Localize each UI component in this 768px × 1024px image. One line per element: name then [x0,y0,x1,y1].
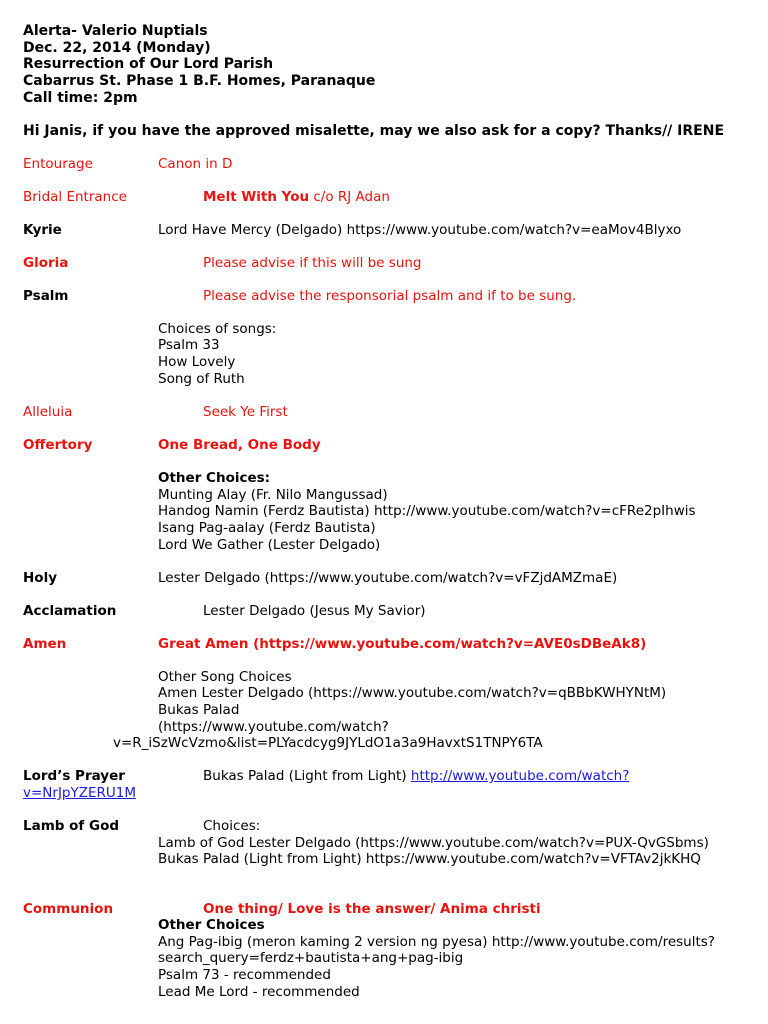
request-note: Hi Janis, if you have the approved misalette, may we also ask for a copy? Thanks// IRENE [23,123,725,139]
offertory-choice: Lord We Gather (Lester Delgado) [158,537,381,553]
entourage-song: Canon in D [158,156,233,172]
bridal-entrance-song: Melt With You [203,189,310,205]
psalm-choice: Song of Ruth [158,371,245,387]
communion-label: Communion [23,901,114,917]
header-parish: Resurrection of Our Lord Parish [23,56,274,72]
offertory-choice: Isang Pag-aalay (Ferdz Bautista) [158,520,376,536]
psalm-choice: Psalm 33 [158,337,220,353]
holy-song: Lester Delgado (https://www.youtube.com/watch?v=vFZjdAMZmaE) [158,570,618,586]
bridal-entrance-credit: c/o RJ Adan [313,189,390,205]
header-call-time: Call time: 2pm [23,90,138,106]
bridal-entrance-song-line [203,189,390,206]
gloria-note: Please advise if this will be sung [203,255,422,271]
lords-prayer-song: Bukas Palad (Light from Light) [203,768,407,784]
lamb-of-god-label: Lamb of God [23,818,120,834]
holy-label: Holy [23,570,58,586]
psalm-label: Psalm [23,288,69,304]
lords-prayer-link-cont-line [23,785,136,802]
lamb-of-god-choices-title: Choices: [203,818,261,834]
gloria-label: Gloria [23,255,69,271]
alleluia-label: Alleluia [23,404,73,420]
psalm-choice: How Lovely [158,354,236,370]
amen-choice-url: v=R_iSzWcVzmo&list=PLYacdcyg9JYLdO1a3a9HavxtS1TNPY6TA [113,735,543,751]
communion-choice: Ang Pag-ibig (meron kaming 2 version ng pyesa) http://www.youtube.com/results? [158,934,715,950]
amen-song: Great Amen (https://www.youtube.com/watch?v=AVE0sDBeAk8) [158,636,647,652]
communion-other-title: Other Choices [158,917,265,933]
header-address: Cabarrus St. Phase 1 B.F. Homes, Paranaque [23,73,376,89]
offertory-other-title: Other Choices: [158,470,271,486]
header-date: Dec. 22, 2014 (Monday) [23,40,211,56]
acclamation-label: Acclamation [23,603,117,619]
acclamation-song: Lester Delgado (Jesus My Savior) [203,603,426,619]
amen-label: Amen [23,636,67,652]
offertory-song: One Bread, One Body [158,437,321,453]
offertory-choice: Munting Alay (Fr. Nilo Mangussad) [158,487,388,503]
lamb-of-god-choice: Lamb of God Lester Delgado (https://www.youtube.com/watch?v=PUX-QvGSbms) [158,835,709,851]
communion-choice: search_query=ferdz+bautista+ang+pag-ibig [158,950,464,966]
offertory-choice: Handog Namin (Ferdz Bautista) http://www.youtube.com/watch?v=cFRe2pIhwis [158,503,696,519]
offertory-label: Offertory [23,437,93,453]
header-title: Alerta- Valerio Nuptials [23,23,208,39]
lords-prayer-label: Lord’s Prayer [23,768,125,784]
psalm-choices-title: Choices of songs: [158,321,277,337]
kyrie-song: Lord Have Mercy (Delgado) https://www.youtube.com/watch?v=eaMov4Blyxo [158,222,682,238]
alleluia-song: Seek Ye First [203,404,288,420]
communion-song: One thing/ Love is the answer/ Anima christi [203,901,541,917]
lords-prayer-line [203,768,629,785]
lamb-of-god-choice: Bukas Palad (Light from Light) https://www.youtube.com/watch?v=VFTAv2jkKHQ [158,851,701,867]
entourage-label: Entourage [23,156,93,172]
lords-prayer-link[interactable]: http://www.youtube.com/watch? [410,768,630,784]
psalm-note: Please advise the responsorial psalm and if to be sung. [203,288,577,304]
communion-choice: Lead Me Lord - recommended [158,984,360,1000]
amen-other-title: Other Song Choices [158,669,292,685]
communion-choice: Psalm 73 - recommended [158,967,331,983]
amen-choice-url: (https://www.youtube.com/watch? [158,719,389,735]
amen-choice: Bukas Palad [158,702,240,718]
kyrie-label: Kyrie [23,222,62,238]
lords-prayer-link-cont[interactable]: v=NrJpYZERU1M [23,785,137,801]
amen-choice: Amen Lester Delgado (https://www.youtube.com/watch?v=qBBbKWHYNtM) [158,685,667,701]
bridal-entrance-label: Bridal Entrance [23,189,127,205]
